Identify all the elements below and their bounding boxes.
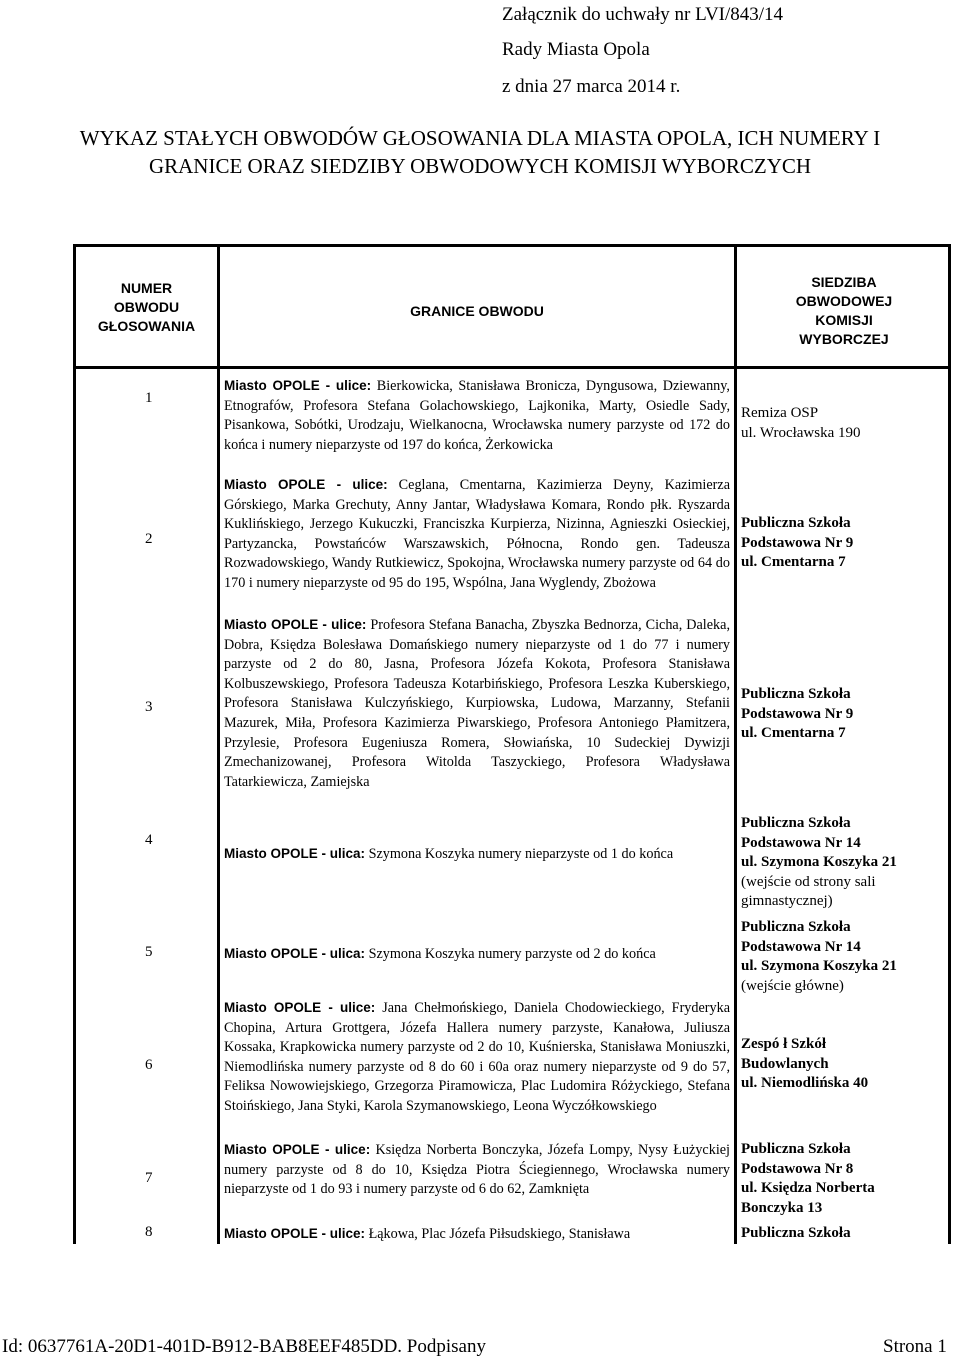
commission-seat bbox=[741, 918, 951, 996]
page-number: Strona 1 bbox=[883, 1336, 947, 1357]
commission-seat bbox=[741, 514, 951, 573]
header-divider bbox=[76, 366, 948, 369]
street-list: Szymona Koszyka numery nieparzyste od 1 do końca bbox=[365, 846, 674, 862]
commission-seat bbox=[741, 814, 951, 912]
seat-line: Publiczna Szkoła bbox=[741, 919, 851, 935]
districts-table bbox=[73, 244, 951, 1244]
city-lead: Miasto OPOLE - ulica: bbox=[224, 946, 366, 961]
city-lead: Miasto OPOLE - ulice: bbox=[224, 378, 372, 393]
city-lead: Miasto OPOLE - ulice: bbox=[224, 1226, 366, 1241]
district-borders bbox=[224, 1140, 730, 1200]
seat-line: Remiza OSP bbox=[741, 405, 819, 421]
district-number: 2 bbox=[145, 531, 153, 547]
col-divider bbox=[734, 247, 737, 1244]
commission-seat bbox=[741, 404, 951, 443]
header-number: NUMER OBWODU GŁOSOWANIA bbox=[97, 280, 196, 334]
seat-line: Publiczna Szkoła bbox=[741, 815, 851, 831]
header-borders: GRANICE OBWODU bbox=[410, 303, 544, 319]
district-borders bbox=[224, 376, 730, 455]
seat-line: Podstawowa Nr 8 bbox=[741, 1160, 854, 1177]
street-list: Łąkowa, Plac Józefa Piłsudskiego, Stanisława bbox=[365, 1226, 631, 1242]
seat-line: gimnastycznej) bbox=[741, 893, 833, 909]
district-number: 3 bbox=[145, 699, 153, 715]
district-borders bbox=[224, 844, 730, 865]
city-lead: Miasto OPOLE - ulice: bbox=[224, 1142, 371, 1157]
district-number: 6 bbox=[145, 1057, 153, 1073]
seat-line: Bonczyka 13 bbox=[741, 1199, 823, 1216]
seat-line: (wejście główne) bbox=[741, 977, 844, 994]
district-number: 7 bbox=[145, 1170, 153, 1186]
city-lead: Miasto OPOLE - ulice: bbox=[224, 1000, 376, 1015]
district-number: 8 bbox=[145, 1224, 153, 1240]
district-number: 4 bbox=[145, 832, 153, 848]
seat-line: ul. Cmentarna 7 bbox=[741, 554, 846, 570]
seat-line: ul. Księdza Norberta bbox=[741, 1180, 875, 1196]
seat-line: Podstawowa Nr 14 bbox=[741, 938, 861, 955]
header-seat: SIEDZIBA OBWODOWEJ KOMISJI WYBORCZEJ bbox=[795, 274, 893, 347]
footer-id: Id: 0637761A-20D1-401D-B912-BAB8EEF485DD. Podpisany bbox=[2, 1336, 486, 1357]
city-lead: Miasto OPOLE - ulice: bbox=[224, 617, 367, 632]
seat-line: Budowlanych bbox=[741, 1055, 829, 1072]
district-borders bbox=[224, 998, 730, 1117]
seat-line: Publiczna Szkoła bbox=[741, 1141, 851, 1157]
district-borders bbox=[224, 944, 730, 965]
seat-line: Zespó ł Szkół bbox=[741, 1036, 827, 1052]
district-number: 1 bbox=[145, 390, 153, 406]
district-borders bbox=[224, 1224, 730, 1244]
seat-line: ul. Cmentarna 7 bbox=[741, 725, 846, 741]
date-line: z dnia 27 marca 2014 r. bbox=[502, 76, 681, 97]
col-divider bbox=[217, 247, 220, 1244]
seat-line: ul. Szymona Koszyka 21 bbox=[741, 958, 897, 974]
street-list: Ceglana, Cmentarna, Kazimierza Deyny, Kazimierza Górskiego, Marka Grechuty, Anny Jantar, Władysława Komara, Rondo płk. Ryszarda Kuklińskiego, Jerzego Kukuczki, Franciszka Kurpierza, Nizinna, Agnieszki Osieckiej, Partyzancka, Powstańców Warszawskich, Północna, Rondo gen. Tadeusza Rozwadowskiego, Wandy Rutkiewicz, Spokojna, Wrocławska numery parzyste od 64 do 170 i numery nieparzyste od 95 do 195, Wspólna, Jana Wyglendy, Zbożowa bbox=[224, 477, 730, 591]
city-lead: Miasto OPOLE - ulice: bbox=[224, 477, 388, 492]
commission-seat bbox=[741, 1140, 951, 1218]
seat-line: Podstawowa Nr 9 bbox=[741, 705, 854, 722]
council-line: Rady Miasta Opola bbox=[502, 39, 650, 60]
street-list: Księdza Norberta Bonczyka, Józefa Lompy, Nysy Łużyckiej numery parzyste od 8 do 10, Księdza Piotra Ściegiennego, Wrocławska numery nieparzyste od 1 do 93 i numery parzyste od 6 do 62, Zamknięta bbox=[224, 1142, 730, 1198]
city-lead: Miasto OPOLE - ulica: bbox=[224, 846, 366, 861]
seat-line: Podstawowa Nr 9 bbox=[741, 534, 854, 551]
seat-line: ul. Wrocławska 190 bbox=[741, 424, 861, 441]
seat-line: Podstawowa Nr 14 bbox=[741, 834, 861, 851]
street-list: Bierkowicka, Stanisława Bronicza, Dyngusowa, Dziewanny, Etnografów, Profesora Stefana Golachowskiego, Lajkonika, Marty, Osiedle Sady, Pisankowa, Sobótki, Urodzaju, Wielkanocna, Wrocławska numery parzyste od 172 do końca i numery nieparzyste od 197 do końca, Żerkowicka bbox=[224, 378, 730, 453]
seat-line: (wejście od strony sali bbox=[741, 873, 876, 890]
district-borders bbox=[224, 615, 730, 792]
seat-line: ul. Niemodlińska 40 bbox=[741, 1075, 869, 1091]
street-list: Profesora Stefana Banacha, Zbyszka Bednorza, Cicha, Daleka, Dobra, Księdza Bolesława Domańskiego numery nieparzyste od 1 do 77 i numery parzyste od 2 do 80, Jasna, Profesora Józefa Kokota, Profesora Stanisława Kolbuszewskiego, Profesora Tadeusza Kotarbińskiego, Profesora Leszka Kuberskiego, Profesora Stanisława Kulczyńskiego, Kurpiowska, Ludowa, Marzanny, Stefanii Mazurek, Miła, Profesora Kazimierza Piwarskiego, Profesora Antoniego Płamitzera, Przylesie, Profesora Eugeniusza Romera, Słowiańska, 10 Sudeckiej Dywizji Zmechanizowanej, Profesora Witolda Taszyckiego, Profesora Władysława Tatarkiewicza, Zamiejska bbox=[224, 617, 730, 790]
seat-line: Publiczna Szkoła bbox=[741, 686, 851, 702]
street-list: Szymona Koszyka numery parzyste od 2 do końca bbox=[365, 946, 656, 962]
commission-seat bbox=[741, 1035, 951, 1094]
attachment-line: Załącznik do uchwały nr LVI/843/14 bbox=[502, 4, 784, 25]
document-title: WYKAZ STAŁYCH OBWODÓW GŁOSOWANIA DLA MIASTA OPOLA, ICH NUMERY I GRANICE ORAZ SIEDZIBY OBWODOWYCH KOMISJI WYBORCZYCH bbox=[79, 126, 881, 178]
street-list: Jana Chełmońskiego, Daniela Chodowieckiego, Fryderyka Chopina, Artura Grottgera, Józefa Hallera numery parzyste, Kanałowa, Juliusza Kossaka, Krapkowicka numery parzyste od 2 do 10, Kuśnierska, Stanisława Moniuszki, Niemodlińska numery parzyste od 8 do 60 i 60a oraz numery nieparzyste od 9 do 57, Feliksa Nowowiejskiego, Grzegorza Piramowicza, Plac Ludomira Różyckiego, Stefana Stoińskiego, Jana Styki, Karola Szymanowskiego, Leona Wyczółkowskiego bbox=[224, 1000, 730, 1114]
seat-line: Publiczna Szkoła bbox=[741, 1225, 851, 1241]
seat-line: ul. Szymona Koszyka 21 bbox=[741, 854, 897, 870]
district-borders bbox=[224, 475, 730, 594]
commission-seat bbox=[741, 1224, 951, 1244]
commission-seat bbox=[741, 685, 951, 744]
seat-line: Publiczna Szkoła bbox=[741, 515, 851, 531]
district-number: 5 bbox=[145, 944, 153, 960]
